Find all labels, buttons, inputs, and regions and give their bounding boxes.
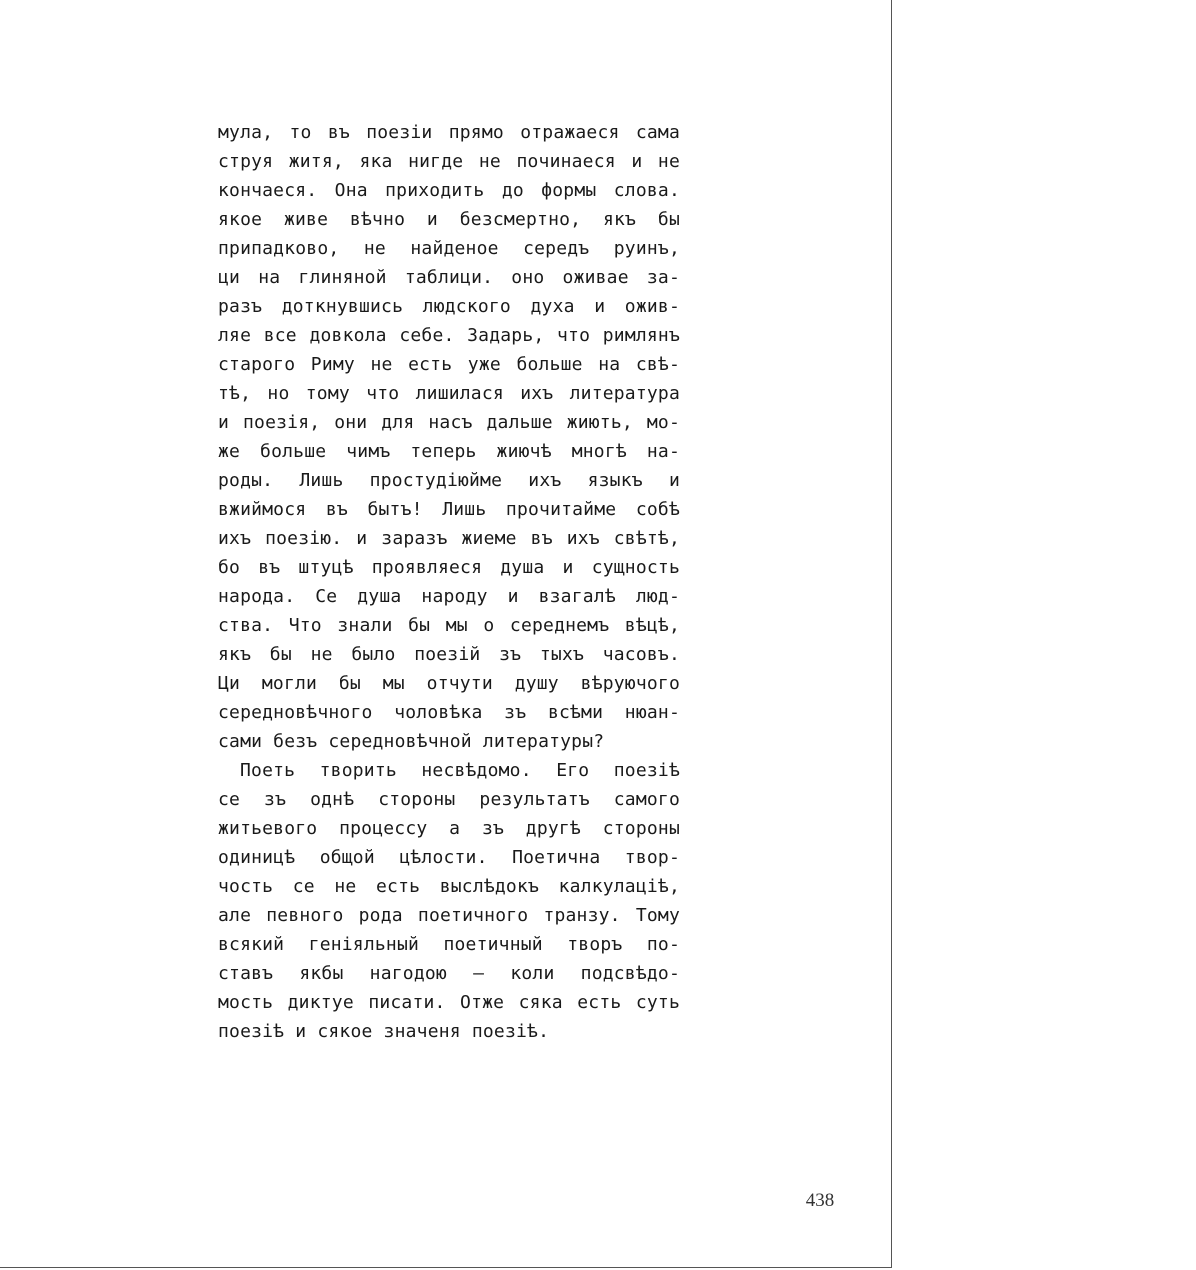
text-line: але певного рода поетичного транзу. Тому: [218, 905, 680, 926]
text-line: тѣ, но тому что лишилася ихъ литература: [218, 383, 680, 404]
text-line: якъ бы не было поезій зъ тыхъ часовъ.: [218, 644, 680, 665]
text-line: старого Риму не есть уже больше на свѣ-: [218, 354, 680, 375]
text-line: середновѣчного чоловѣка зъ всѣми нюан-: [218, 702, 680, 723]
text-line: разъ доткнувшись людского духа и ожив-: [218, 296, 680, 317]
text-line: же больше чимъ теперь жиючѣ многѣ на-: [218, 441, 680, 462]
body-text: [218, 118, 680, 1046]
text-line: бо въ штуцѣ проявляеся душа и сущность: [218, 557, 680, 578]
text-line: Поеть творить несвѣдомо. Его поезіѣ: [240, 760, 680, 781]
text-line: кончаеся. Она приходить до формы слова.: [218, 180, 680, 201]
text-line: се зъ однѣ стороны результатъ самого: [218, 789, 680, 810]
text-line: роды. Лишь простудіюйме ихъ языкъ и: [218, 470, 680, 491]
text-line: струя житя, яка нигде не починаеся и не: [218, 151, 680, 172]
text-line: мость диктуе писати. Отже сяка есть суть: [218, 992, 680, 1013]
paragraph-2: [218, 756, 680, 1046]
text-line: поезіѣ и сякое значеня поезіѣ.: [218, 1021, 550, 1042]
text-line: ства. Что знали бы мы о середнемъ вѣцѣ,: [218, 615, 680, 636]
text-line: народа. Се душа народу и взагалѣ люд-: [218, 586, 680, 607]
text-line: Ци могли бы мы отчути душу вѣруючого: [218, 673, 680, 694]
text-line: мула, то въ поезіи прямо отражаеся сама: [218, 122, 680, 143]
text-line: и поезія, они для насъ дальше жиють, мо-: [218, 412, 680, 433]
text-line: ставъ якбы нагодою — коли подсвѣдо-: [218, 963, 680, 984]
text-line: припадково, не найденое середъ руинъ,: [218, 238, 680, 259]
text-line: всякий геніяльный поетичный творъ по-: [218, 934, 680, 955]
text-line: ци на глиняной таблици. оно оживае за-: [218, 267, 680, 288]
text-line: чость се не есть выслѣдокъ калкулаціѣ,: [218, 876, 680, 897]
text-line: вжиймося въ бытъ! Лишь прочитайме собѣ: [218, 499, 680, 520]
page-number: 438: [805, 1190, 835, 1211]
text-line: ихъ поезію. и заразъ жиеме въ ихъ свѣтѣ,: [218, 528, 680, 549]
text-line: ляе все довкола себе. Задарь, что римлянъ: [218, 325, 680, 346]
text-line: якое живе вѣчно и безсмертно, якъ бы: [218, 209, 680, 230]
text-line: одиницѣ общой цѣлости. Поетична твор-: [218, 847, 680, 868]
text-line: житьевого процессу а зъ другѣ стороны: [218, 818, 680, 839]
text-line: сами безъ середновѣчной литературы?: [218, 731, 605, 752]
paragraph-1: [218, 118, 680, 756]
